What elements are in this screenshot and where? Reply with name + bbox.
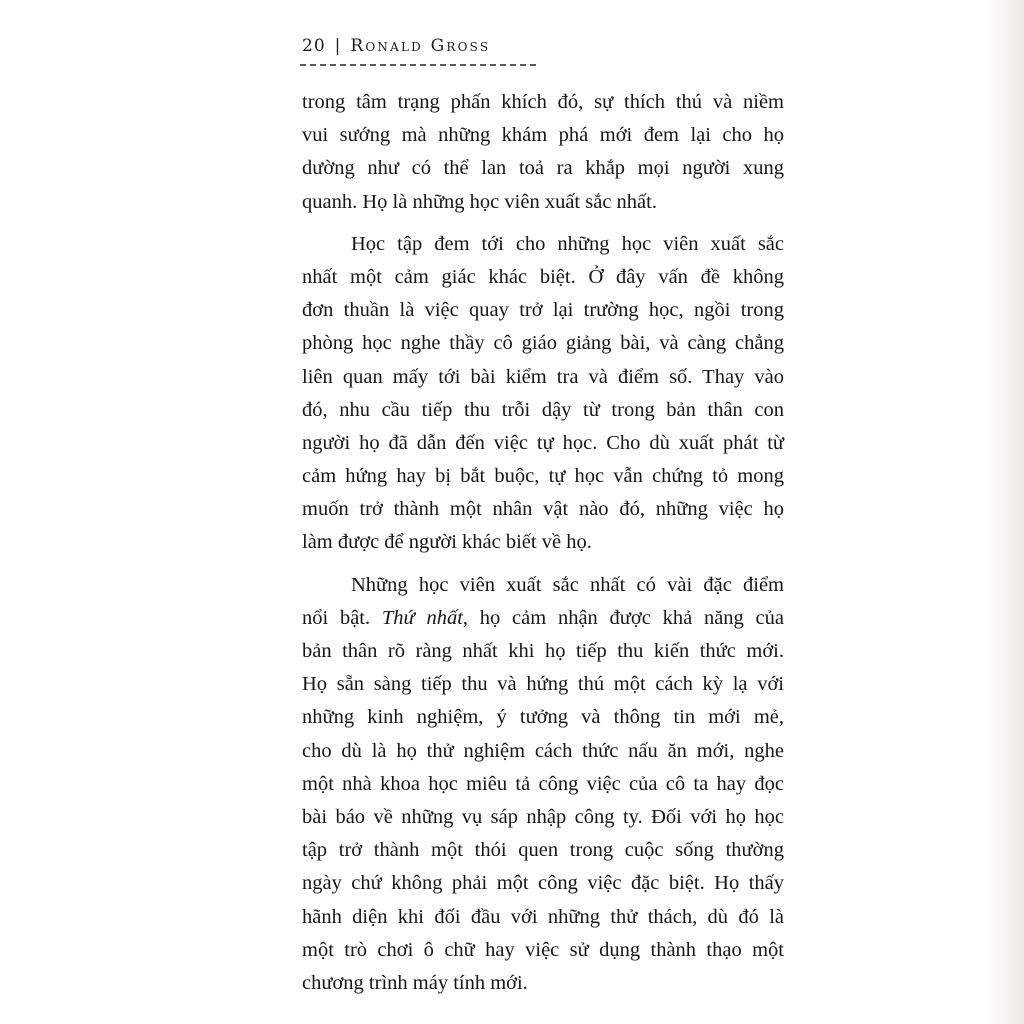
text-line: làm được để người khác biết về họ. bbox=[302, 531, 592, 554]
text-line: cảm hứng hay bị bắt buộc, tự học vẫn chứng tỏ mong bbox=[302, 465, 784, 488]
text-line: một trò chơi ô chữ hay việc sử dụng thành thạo một bbox=[302, 938, 784, 961]
text-line: liên quan mấy tới bài kiểm tra và điểm số. Thay vào bbox=[302, 365, 784, 388]
author-name: Ronald Gross bbox=[350, 36, 491, 56]
text-line: dường như có thể lan toả ra khắp mọi người xung bbox=[302, 157, 784, 180]
text-line: bài báo về những vụ sáp nhập công ty. Đối với họ học bbox=[302, 805, 784, 828]
text-line: những kinh nghiệm, ý tưởng và thông tin mới mẻ, bbox=[302, 706, 784, 729]
text-line: Học tập đem tới cho những học viên xuất sắc bbox=[351, 232, 784, 255]
text-line: quanh. Họ là những học viên xuất sắc nhất. bbox=[302, 190, 657, 213]
header-separator: | bbox=[334, 36, 341, 56]
text-line: chương trình máy tính mới. bbox=[302, 971, 528, 994]
running-header bbox=[302, 36, 490, 56]
emphasis-first-point: Thứ nhất bbox=[381, 606, 463, 629]
text-line: đơn thuần là việc quay trở lại trường học, ngồi trong bbox=[302, 299, 784, 322]
text-line: tập trở thành một thói quen trong cuộc sống thường bbox=[302, 839, 784, 862]
text-line: trong tâm trạng phấn khích đó, sự thích thú và niềm bbox=[302, 91, 784, 113]
body-text bbox=[302, 86, 784, 1000]
page-number: 20 bbox=[302, 36, 326, 56]
text-line: ngày chứ không phải một công việc đặc biệt. Họ thấy bbox=[302, 872, 784, 895]
text-line: nhất một cảm giác khác biệt. Ở đây vấn đề không bbox=[302, 265, 784, 288]
text-line: Những học viên xuất sắc nhất có vài đặc điểm bbox=[351, 573, 784, 596]
text-line: đó, nhu cầu tiếp thu trỗi dậy từ trong bản thân con bbox=[302, 398, 784, 421]
text-line: bản thân rõ ràng nhất khi họ tiếp thu kiến thức mới. bbox=[302, 640, 784, 662]
text-line: cho dù là họ thử nghiệm cách thức nấu ăn mới, nghe bbox=[302, 739, 784, 762]
text-line: một nhà khoa học miêu tả công việc của cô ta hay đọc bbox=[302, 772, 784, 795]
text-line: vui sướng mà những khám phá mới đem lại cho họ bbox=[302, 124, 784, 147]
page-edge-shadow bbox=[985, 0, 1024, 1024]
text-line: người họ đã dẫn đến việc tự học. Cho dù xuất phát từ bbox=[302, 431, 784, 454]
text-line: Họ sẵn sàng tiếp thu và hứng thú một cách kỳ lạ với bbox=[302, 673, 784, 696]
text-line: muốn trở thành một nhân vật nào đó, những việc họ bbox=[302, 498, 784, 521]
header-dashed-rule bbox=[300, 64, 536, 66]
text-line: nổi bật. Thứ nhất, họ cảm nhận được khả năng của bbox=[302, 606, 784, 629]
text-line: hãnh diện khi đối đầu với những thử thách, dù đó là bbox=[302, 905, 784, 928]
text-line: phòng học nghe thầy cô giáo giảng bài, và càng chẳng bbox=[302, 332, 784, 355]
